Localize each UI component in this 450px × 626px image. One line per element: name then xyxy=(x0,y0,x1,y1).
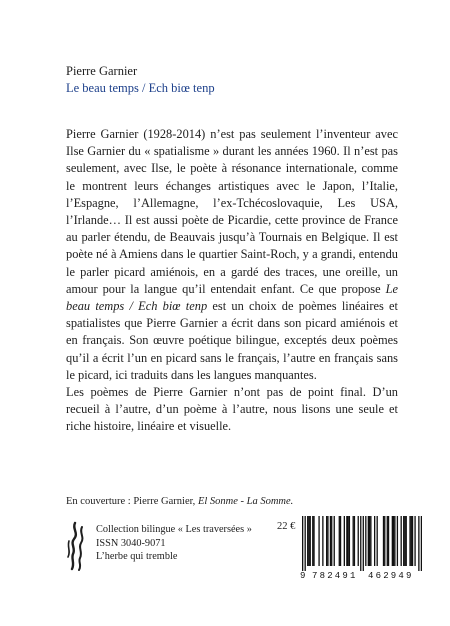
barcode-bar xyxy=(409,516,410,566)
barcode-guard-bar xyxy=(360,516,361,571)
collection-name: Collection bilingue « Les traversées » xyxy=(96,524,252,535)
barcode-bar xyxy=(331,516,332,566)
barcode-bar xyxy=(347,516,348,566)
barcode-bar xyxy=(377,516,378,566)
barcode-bar xyxy=(346,516,347,566)
barcode-bar xyxy=(374,516,375,566)
blurb-text: est un choix de poèmes linéaires et spatialistes que Pierre Garnier a écrit dans son picard amiénois et en français. Son œuvre poétique bilingue, exceptés deux poèmes qu’il a écrit l’un en picard sans le français, l’autre en français sans le picard, ici traduits dans les langues manquantes. xyxy=(66,299,398,382)
barcode-bar xyxy=(308,516,309,566)
barcode-bar xyxy=(330,516,331,566)
barcode-bar xyxy=(414,516,415,566)
barcode-bar xyxy=(383,516,384,566)
barcode-bar xyxy=(369,516,370,566)
barcode-digits-group-2: 462949 xyxy=(368,571,414,581)
barcode-bar xyxy=(313,516,314,566)
blurb xyxy=(66,126,398,436)
barcode-bar xyxy=(365,516,366,566)
blurb-paragraph-1 xyxy=(66,126,398,384)
barcode-bar xyxy=(406,516,407,566)
barcode-bar xyxy=(412,516,413,566)
barcode-bar xyxy=(388,516,389,566)
barcode-bar xyxy=(310,516,311,566)
cover-credit xyxy=(66,496,293,507)
barcode-bar xyxy=(353,516,354,566)
barcode-guard-bar xyxy=(418,516,419,571)
barcode-bar xyxy=(397,516,398,566)
barcode-bar xyxy=(318,516,319,566)
barcode-bar xyxy=(327,516,328,566)
barcode-bar xyxy=(354,516,355,566)
barcode-bar xyxy=(392,516,393,566)
barcode-bar xyxy=(334,516,335,566)
cover-credit-work: El Sonme - La Somme. xyxy=(197,496,294,507)
barcode-guard-bar xyxy=(302,516,303,571)
barcode-bar xyxy=(401,516,402,566)
publisher-name: L’herbe qui tremble xyxy=(96,551,178,563)
barcode-guard-bar xyxy=(363,516,364,571)
barcode-bar xyxy=(370,516,371,566)
barcode-bar xyxy=(339,516,340,566)
barcode-bar xyxy=(312,516,313,566)
barcode-bar xyxy=(326,516,327,566)
barcode-bar xyxy=(384,516,385,566)
author-name: Pierre Garnier xyxy=(66,64,138,78)
barcode-bar xyxy=(394,516,395,566)
barcode-bar xyxy=(344,516,345,566)
barcode-bar xyxy=(358,516,359,566)
barcode-digits-group-1: 782491 xyxy=(312,571,358,581)
blurb-text: Pierre Garnier (1928-2014) n’est pas seulement l’inventeur avec Ilse Garnier du « spatialisme » durant les années 1960. Il n’est pas seulement, avec Ilse, le poète à résonance internationale, comme le montrent leurs échanges artistiques avec le Japon, l’Italie, l’Espagne, l’Allemagne, l’ex-Tchécoslovaquie, Les USA, l’Irlande… Il est aussi poète de Picardie, cette province de France au parler étendu, de Beauvais jusqu’à Tournais en Belgique. Il est poète né à Amiens dans le quartier Saint-Roch, y a grandi, entendu le parler picard amiénois, en a gardé des traces, une oreille, un amour pour la langue qu’il entendait enfant. Ce que propose xyxy=(66,127,398,296)
barcode-bar xyxy=(307,516,308,566)
barcode-bar xyxy=(387,516,388,566)
barcode-bar xyxy=(340,516,341,566)
blurb-paragraph-2: Les poèmes de Pierre Garnier n’ont pas de point final. D’un recueil à l’autre, d’un poème à l’autre, nous lisons une seule et riche histoire, linéaire et visuelle. xyxy=(66,385,398,434)
price: 22 € xyxy=(277,521,296,532)
cover-credit-prefix: En couverture : Pierre Garnier, xyxy=(66,496,196,507)
book-title: Le beau temps / Ech biœ tenp xyxy=(66,81,215,95)
publisher-grass-logo-icon xyxy=(66,521,88,571)
barcode-bar xyxy=(393,516,394,566)
collection-info xyxy=(96,523,252,564)
barcode-guard-bar xyxy=(421,516,422,571)
barcode-bar xyxy=(403,516,404,566)
barcode-bar xyxy=(411,516,412,566)
blurb-title-italic: Le beau temps / Ech biœ tenp xyxy=(66,281,398,314)
barcode-bar xyxy=(368,516,369,566)
collection-issn: ISSN 3040-9071 xyxy=(96,537,166,549)
barcode-guard-bar xyxy=(305,516,306,571)
barcode-bar xyxy=(322,516,323,566)
barcode-bar xyxy=(404,516,405,566)
ean13-barcode-icon xyxy=(302,516,422,571)
barcode-digit-first: 9 xyxy=(300,571,306,581)
barcode-bar xyxy=(349,516,350,566)
